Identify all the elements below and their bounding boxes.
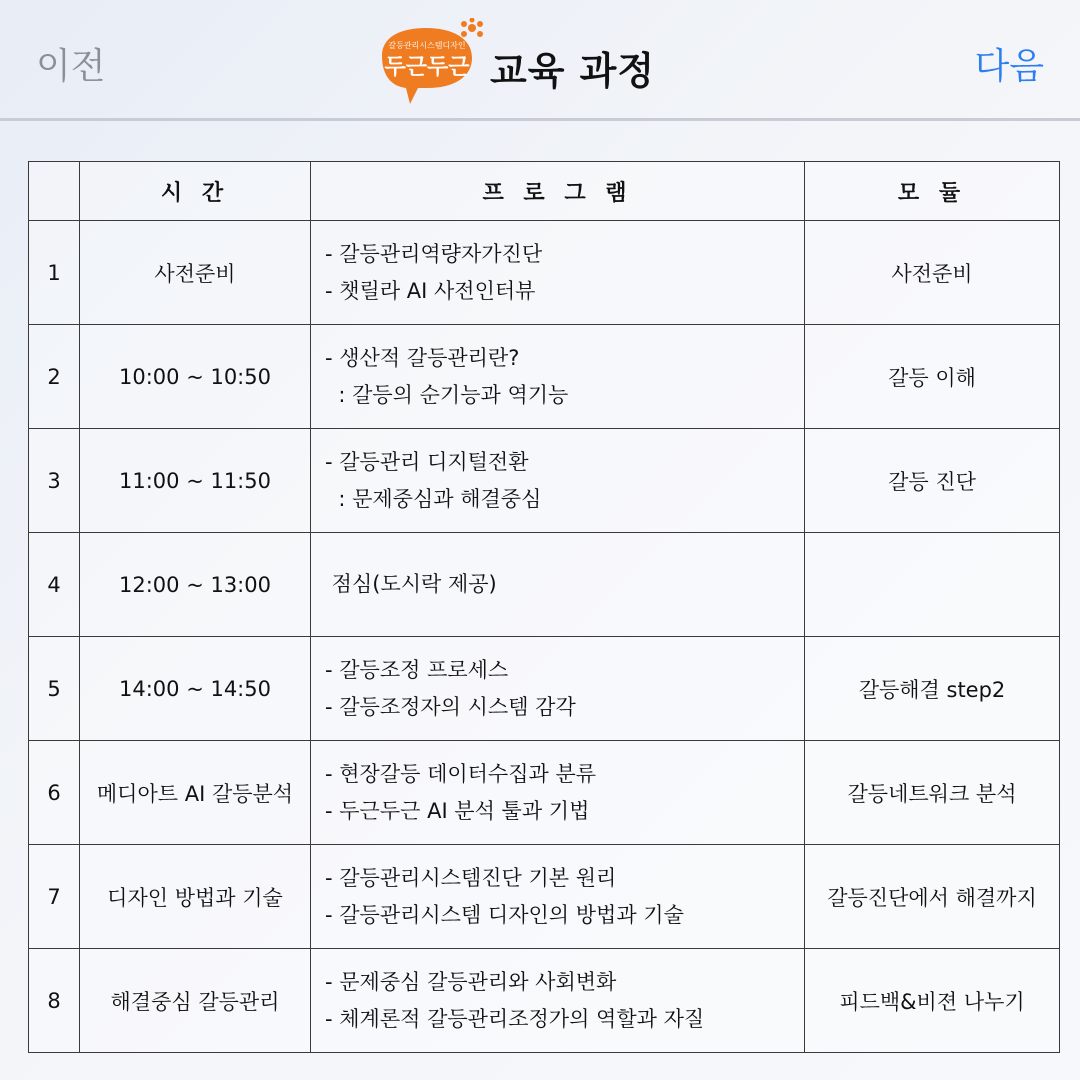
- top-bar: [0, 0, 1080, 121]
- table-row: [29, 845, 1060, 949]
- program-line: - 체계론적 갈등관리조정가의 역할과 자질: [325, 1006, 705, 1031]
- row-module: 갈등해결 step2: [805, 637, 1060, 741]
- logo-brand-text: 두근두근: [384, 55, 470, 80]
- program-line: - 갈등조정자의 시스템 감각: [325, 694, 576, 719]
- row-num: 7: [29, 845, 80, 949]
- row-time: 14:00 ~ 14:50: [80, 637, 311, 741]
- program-line: - 현장갈등 데이터수집과 분류: [325, 761, 597, 786]
- table-row: [29, 949, 1060, 1053]
- row-num: 8: [29, 949, 80, 1053]
- program-line: - 갈등관리 디지털전환: [325, 449, 529, 474]
- program-line: : 문제중심과 해결중심: [325, 486, 542, 511]
- program-line: - 챗릴라 AI 사전인터뷰: [325, 278, 536, 303]
- program-line: - 갈등조정 프로세스: [325, 657, 509, 682]
- program-line: 점심(도시락 제공): [325, 572, 497, 596]
- row-time: 해결중심 갈등관리: [80, 949, 311, 1053]
- header-time: 시 간: [80, 162, 311, 221]
- row-program: [311, 741, 805, 845]
- logo-flower-petal: [461, 21, 467, 27]
- row-num: 1: [29, 221, 80, 325]
- row-num: 2: [29, 325, 80, 429]
- row-module: 갈등네트워크 분석: [805, 741, 1060, 845]
- row-time: 11:00 ~ 11:50: [80, 429, 311, 533]
- program-line: - 갈등관리역량자가진단: [325, 241, 543, 266]
- header-module: 모 듈: [805, 162, 1060, 221]
- logo-small-text: 갈등관리시스템디자인: [388, 41, 466, 50]
- logo-flower-petal: [470, 18, 475, 23]
- row-time: 사전준비: [80, 221, 311, 325]
- row-num: 3: [29, 429, 80, 533]
- row-module: 피드백&비젼 나누기: [805, 949, 1060, 1053]
- header-num: [29, 162, 80, 221]
- table-row: [29, 429, 1060, 533]
- table-row: [29, 741, 1060, 845]
- table-row: [29, 221, 1060, 325]
- schedule-table: [28, 161, 1060, 1053]
- row-num: 4: [29, 533, 80, 637]
- row-program: [311, 221, 805, 325]
- row-time: 10:00 ~ 10:50: [80, 325, 311, 429]
- row-module: 사전준비: [805, 221, 1060, 325]
- row-program: [311, 949, 805, 1053]
- logo-flower-petal: [461, 31, 467, 37]
- program-line: - 갈등관리시스템진단 기본 원리: [325, 865, 617, 890]
- program-line: - 두근두근 AI 분석 툴과 기법: [325, 798, 590, 823]
- program-line: : 갈등의 순기능과 역기능: [325, 382, 569, 407]
- row-time: 메디아트 AI 갈등분석: [80, 741, 311, 845]
- row-num: 6: [29, 741, 80, 845]
- program-line: - 갈등관리시스템 디자인의 방법과 기술: [325, 902, 684, 927]
- row-time: 디자인 방법과 기술: [80, 845, 311, 949]
- row-module: 갈등진단에서 해결까지: [805, 845, 1060, 949]
- row-program: [311, 533, 805, 637]
- row-num: 5: [29, 637, 80, 741]
- program-line: - 생산적 갈등관리란?: [325, 345, 520, 370]
- row-program: [311, 845, 805, 949]
- logo-flower-petal: [477, 21, 483, 27]
- row-module: 갈등 이해: [805, 325, 1060, 429]
- table-header-row: [29, 162, 1060, 221]
- header-program: 프 로 그 램: [311, 162, 805, 221]
- logo-flower-petal: [477, 31, 483, 37]
- page-title: 교육 과정: [490, 49, 656, 93]
- prev-button[interactable]: 이전: [36, 46, 106, 87]
- next-button[interactable]: 다음: [974, 46, 1044, 87]
- speech-bubble-logo-icon: [368, 18, 486, 108]
- table-row: [29, 325, 1060, 429]
- table-row: [29, 637, 1060, 741]
- row-program: [311, 637, 805, 741]
- program-line: - 문제중심 갈등관리와 사회변화: [325, 969, 617, 994]
- row-program: [311, 325, 805, 429]
- title-area: [368, 18, 688, 108]
- row-program: [311, 429, 805, 533]
- row-module: 갈등 진단: [805, 429, 1060, 533]
- logo-flower-center: [468, 24, 476, 32]
- table-row: [29, 533, 1060, 637]
- row-time: 12:00 ~ 13:00: [80, 533, 311, 637]
- row-module: [805, 533, 1060, 637]
